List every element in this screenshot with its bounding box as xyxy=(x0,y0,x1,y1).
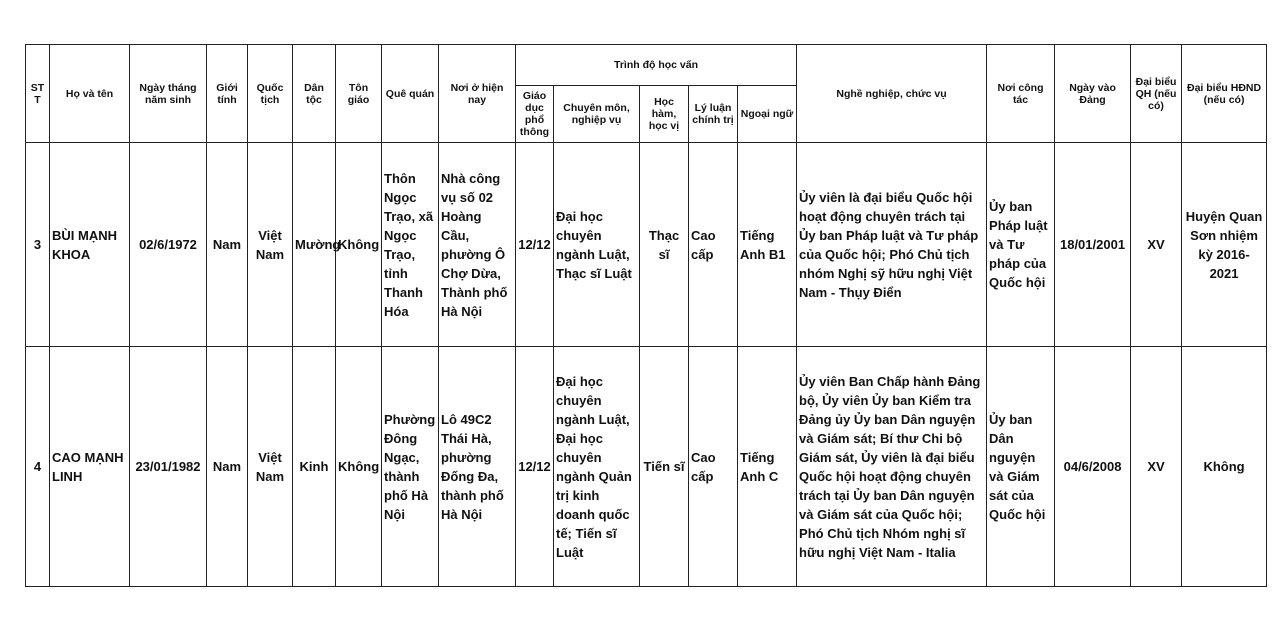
cell-nghe-nghiep: Ủy viên Ban Chấp hành Đảng bộ, Ủy viên Ủy ban Kiểm tra Đảng ủy Ủy ban Dân nguyện và Giám sát; Bí thư Chi bộ Giám sát, Ủy viên là đại biểu Quốc hội hoạt động chuyên trách tại Ủy ban Dân nguyện và Giám sát của Quốc hội; Phó Chủ tịch Nhóm nghị sĩ hữu nghị Việt Nam - Italia xyxy=(797,347,987,587)
cell-dan-toc: Kinh xyxy=(293,347,336,587)
cell-ngoai-ngu: Tiếng Anh C xyxy=(738,347,797,587)
cell-ly-luan: Cao cấp xyxy=(689,347,738,587)
header-ngoai-ngu: Ngoại ngữ xyxy=(738,86,797,143)
cell-ton-giao: Không xyxy=(336,143,382,347)
cell-hoc-ham: Tiến sĩ xyxy=(640,347,689,587)
header-trinh-do-hoc-van: Trình độ học vấn xyxy=(516,45,797,86)
cell-chuyen-mon: Đại học chuyên ngành Luật, Thạc sĩ Luật xyxy=(554,143,640,347)
header-ly-luan: Lý luận chính trị xyxy=(689,86,738,143)
cell-noi-o: Lô 49C2 Thái Hà, phường Đống Đa, thành phố Hà Nội xyxy=(439,347,516,587)
cell-ly-luan: Cao cấp xyxy=(689,143,738,347)
header-dai-bieu-qh: Đại biểu QH (nếu có) xyxy=(1131,45,1182,143)
cell-chuyen-mon: Đại học chuyên ngành Luật, Đại học chuyên ngành Quản trị kinh doanh quốc tế; Tiến sĩ Luật xyxy=(554,347,640,587)
header-gioi-tinh: Giới tính xyxy=(207,45,248,143)
cell-hoc-ham: Thạc sĩ xyxy=(640,143,689,347)
cell-gioi-tinh: Nam xyxy=(207,143,248,347)
cell-stt: 3 xyxy=(26,143,50,347)
header-ngay-vao-dang: Ngày vào Đảng xyxy=(1055,45,1131,143)
cell-ngay-sinh: 23/01/1982 xyxy=(130,347,207,587)
table-row xyxy=(26,347,1267,587)
table-row xyxy=(26,143,1267,347)
header-stt: ST T xyxy=(26,45,50,143)
cell-que-quan: Thôn Ngọc Trạo, xã Ngọc Trạo, tỉnh Thanh Hóa xyxy=(382,143,439,347)
cell-ngay-vao-dang: 18/01/2001 xyxy=(1055,143,1131,347)
header-ngay-sinh: Ngày tháng năm sinh xyxy=(130,45,207,143)
cell-gioi-tinh: Nam xyxy=(207,347,248,587)
cell-nghe-nghiep: Ủy viên là đại biểu Quốc hội hoạt động chuyên trách tại Ủy ban Pháp luật và Tư pháp của Quốc hội; Phó Chủ tịch nhóm Nghị sỹ hữu nghị Việt Nam - Thụy Điển xyxy=(797,143,987,347)
header-quoc-tich: Quốc tịch xyxy=(248,45,293,143)
cell-noi-cong-tac: Ủy ban Pháp luật và Tư pháp của Quốc hội xyxy=(987,143,1055,347)
cell-dai-bieu-hdnd: Không xyxy=(1182,347,1267,587)
cell-dai-bieu-qh: XV xyxy=(1131,347,1182,587)
cell-ngay-sinh: 02/6/1972 xyxy=(130,143,207,347)
cell-dai-bieu-qh: XV xyxy=(1131,143,1182,347)
header-noi-o: Nơi ở hiện nay xyxy=(439,45,516,143)
header-hoc-ham: Học hàm, học vị xyxy=(640,86,689,143)
cell-giao-duc: 12/12 xyxy=(516,347,554,587)
cell-ho-ten: BÙI MẠNH KHOA xyxy=(50,143,130,347)
cell-quoc-tich: Việt Nam xyxy=(248,143,293,347)
cell-stt: 4 xyxy=(26,347,50,587)
cell-que-quan: Phường Đông Ngạc, thành phố Hà Nội xyxy=(382,347,439,587)
cell-ton-giao: Không xyxy=(336,347,382,587)
cell-ho-ten: CAO MẠNH LINH xyxy=(50,347,130,587)
candidate-document xyxy=(25,44,1266,587)
header-row-main xyxy=(26,45,1267,86)
header-nghe-nghiep: Nghề nghiệp, chức vụ xyxy=(797,45,987,143)
cell-noi-cong-tac: Ủy ban Dân nguyện và Giám sát của Quốc hội xyxy=(987,347,1055,587)
header-noi-cong-tac: Nơi công tác xyxy=(987,45,1055,143)
header-giao-duc: Giáo dục phổ thông xyxy=(516,86,554,143)
cell-giao-duc: 12/12 xyxy=(516,143,554,347)
cell-ngoai-ngu: Tiếng Anh B1 xyxy=(738,143,797,347)
header-dai-bieu-hdnd: Đại biểu HĐND (nếu có) xyxy=(1182,45,1267,143)
cell-noi-o: Nhà công vụ số 02 Hoàng Cầu, phường Ô Chợ Dừa, Thành phố Hà Nội xyxy=(439,143,516,347)
header-que-quan: Quê quán xyxy=(382,45,439,143)
header-ho-ten: Họ và tên xyxy=(50,45,130,143)
cell-dai-bieu-hdnd: Huyện Quan Sơn nhiệm kỳ 2016-2021 xyxy=(1182,143,1267,347)
header-ton-giao: Tôn giáo xyxy=(336,45,382,143)
header-dan-toc: Dân tộc xyxy=(293,45,336,143)
cell-ngay-vao-dang: 04/6/2008 xyxy=(1055,347,1131,587)
header-chuyen-mon: Chuyên môn, nghiệp vụ xyxy=(554,86,640,143)
cell-dan-toc: Mường xyxy=(293,143,336,347)
cell-quoc-tich: Việt Nam xyxy=(248,347,293,587)
candidate-table xyxy=(25,44,1267,587)
